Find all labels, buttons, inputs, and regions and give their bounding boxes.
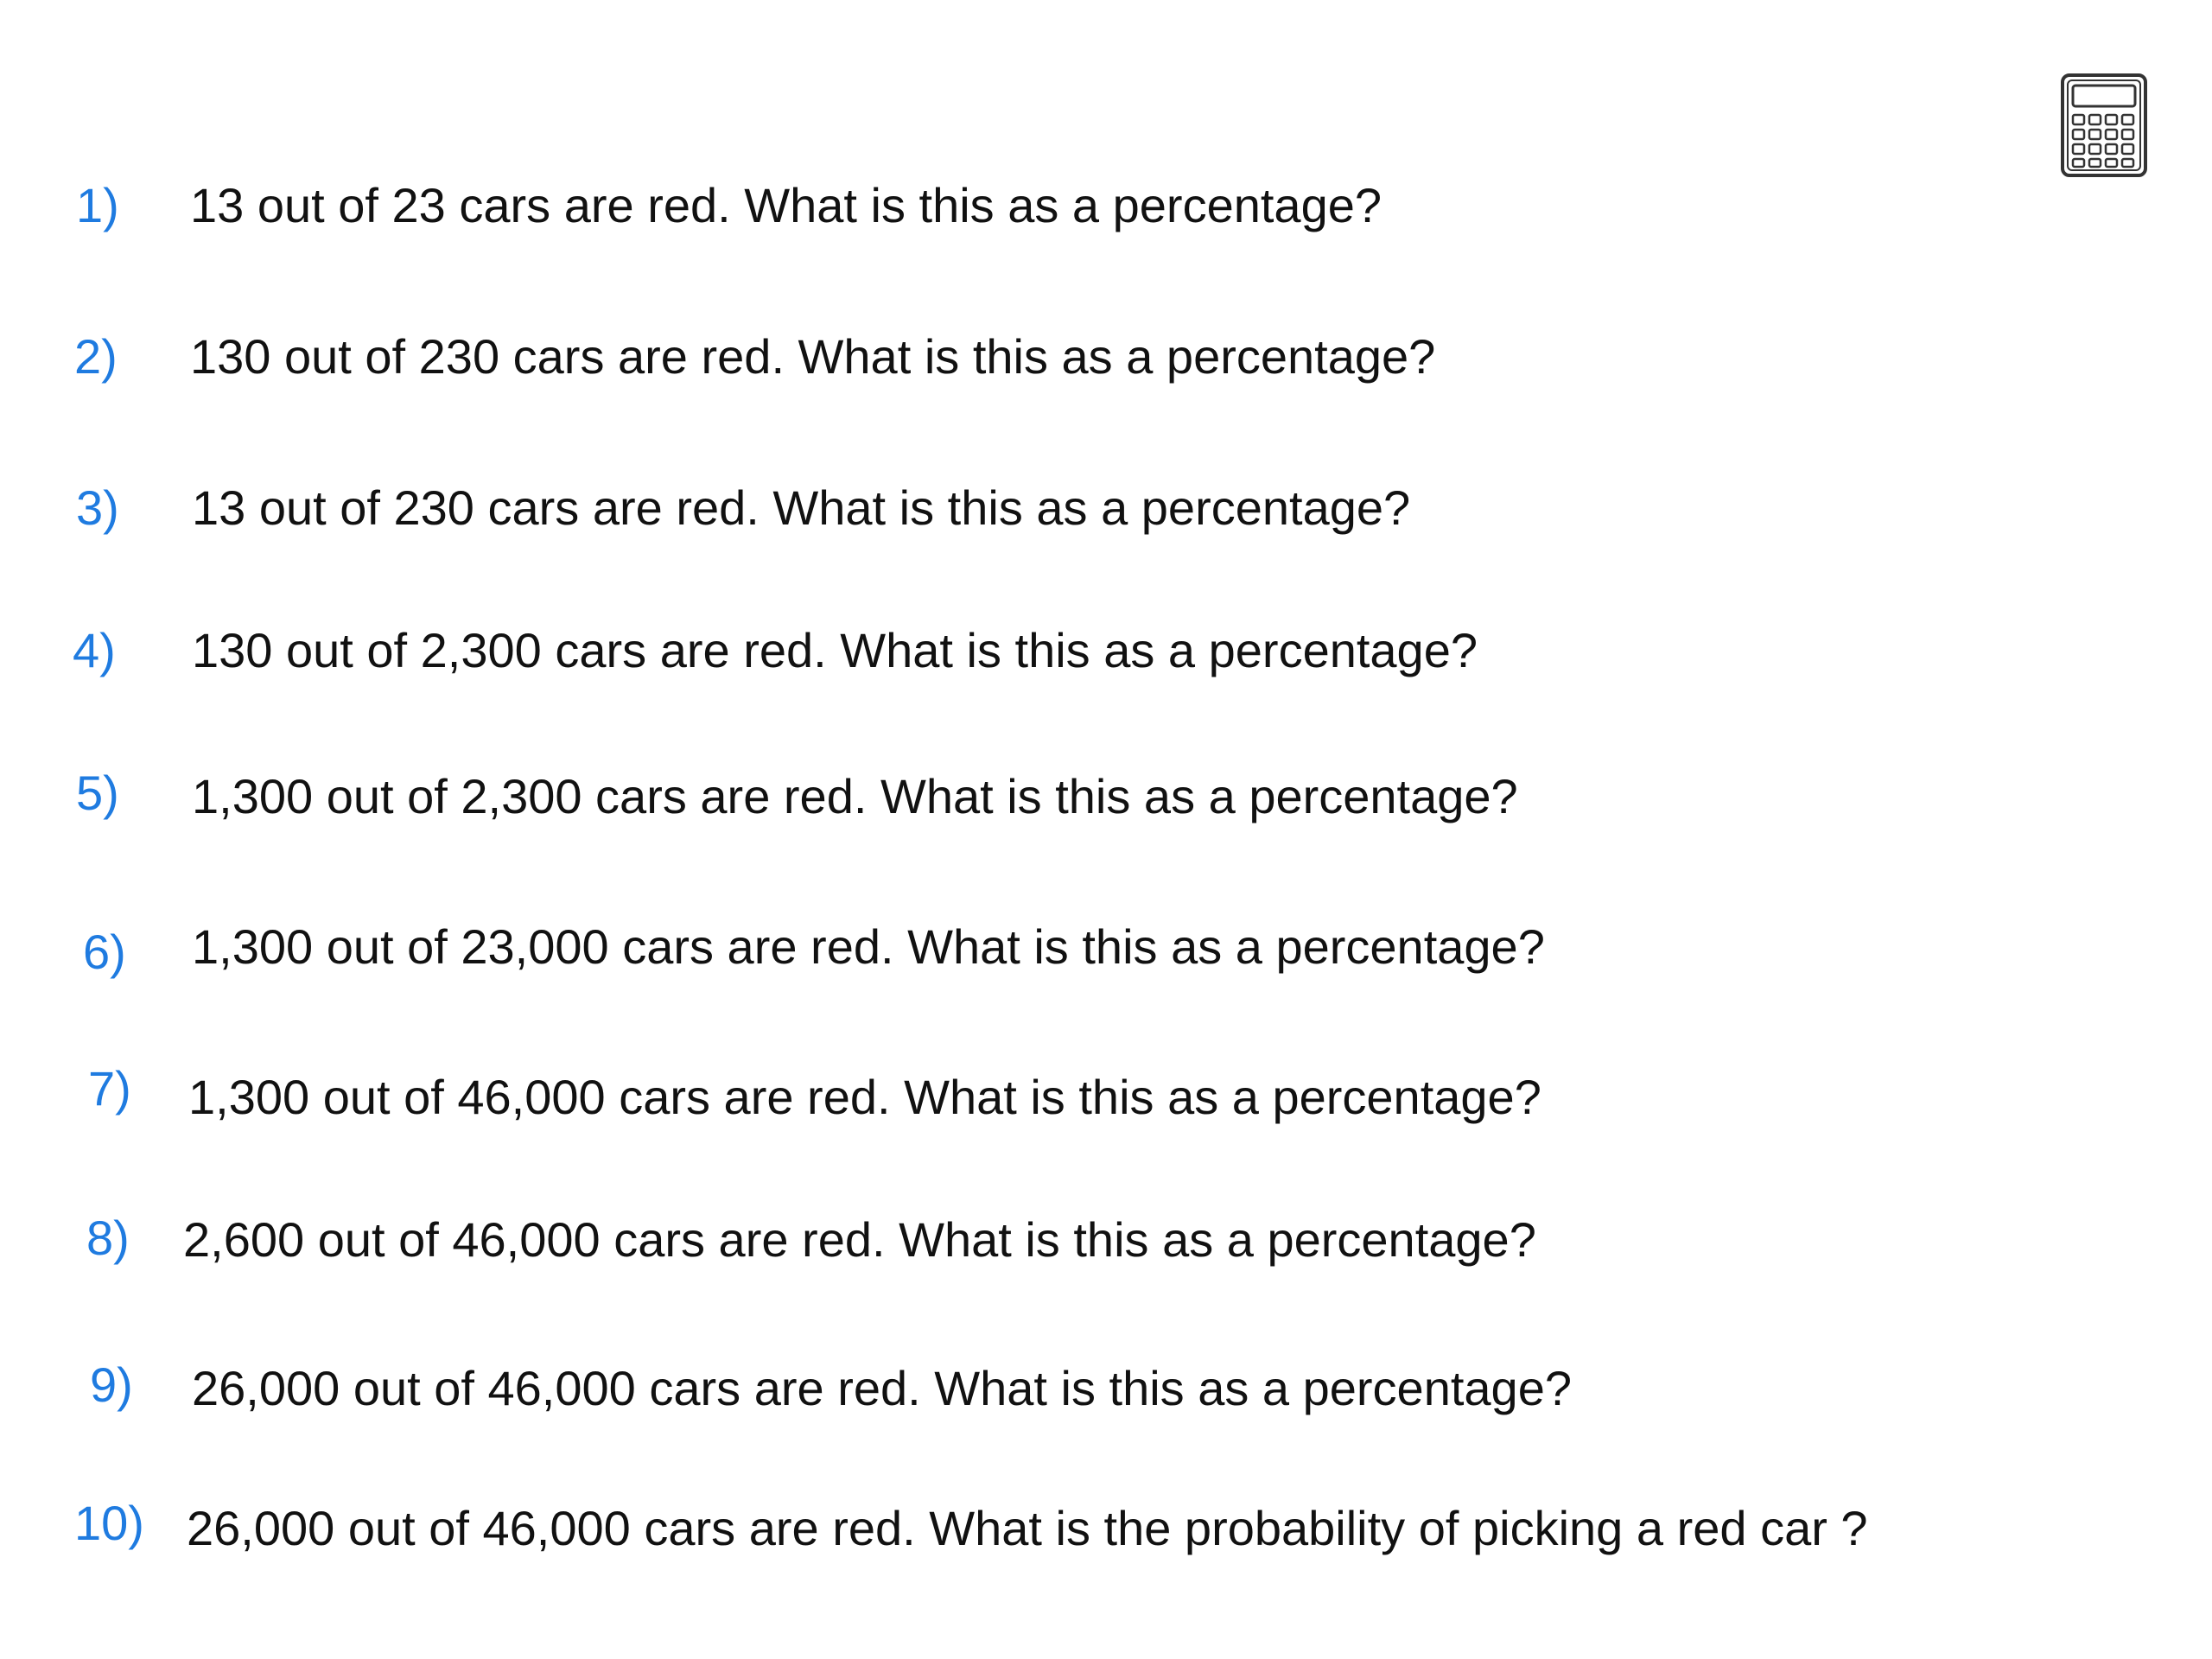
question-text: 13 out of 23 cars are red. What is this as a percentage? (190, 178, 1382, 232)
question-number: 3) (76, 480, 119, 535)
question-number: 8) (86, 1211, 130, 1265)
question-text: 2,600 out of 46,000 cars are red. What is this as a percentage? (183, 1212, 1536, 1267)
question-text: 1,300 out of 2,300 cars are red. What is this as a percentage? (192, 769, 1518, 823)
question-text: 13 out of 230 cars are red. What is this as a percentage? (192, 480, 1411, 535)
question-text: 26,000 out of 46,000 cars are red. What is this as a percentage? (192, 1361, 1572, 1415)
question-number: 2) (74, 329, 118, 384)
question-1 (0, 178, 2212, 259)
question-number: 4) (73, 623, 116, 677)
question-7 (0, 1061, 2212, 1142)
question-9 (0, 1357, 2212, 1439)
question-text: 130 out of 2,300 cars are red. What is this as a percentage? (192, 623, 1478, 677)
question-3 (0, 480, 2212, 562)
question-number: 10) (74, 1496, 144, 1550)
question-number: 9) (90, 1357, 133, 1412)
question-text: 130 out of 230 cars are red. What is this as a percentage? (190, 329, 1436, 384)
question-10 (0, 1496, 2212, 1577)
question-text: 26,000 out of 46,000 cars are red. What is the probability of picking a red car ? (187, 1501, 1868, 1555)
question-number: 7) (88, 1061, 131, 1116)
question-number: 1) (76, 178, 119, 232)
question-text: 1,300 out of 46,000 cars are red. What is this as a percentage? (188, 1070, 1541, 1124)
question-4 (0, 623, 2212, 704)
question-8 (0, 1211, 2212, 1292)
question-number: 6) (83, 925, 126, 979)
question-number: 5) (76, 766, 119, 820)
question-5 (0, 766, 2212, 847)
question-text: 1,300 out of 23,000 cars are red. What is this as a percentage? (192, 919, 1545, 974)
question-6 (0, 919, 2212, 1001)
calculator-icon (2061, 73, 2147, 177)
question-2 (0, 329, 2212, 410)
